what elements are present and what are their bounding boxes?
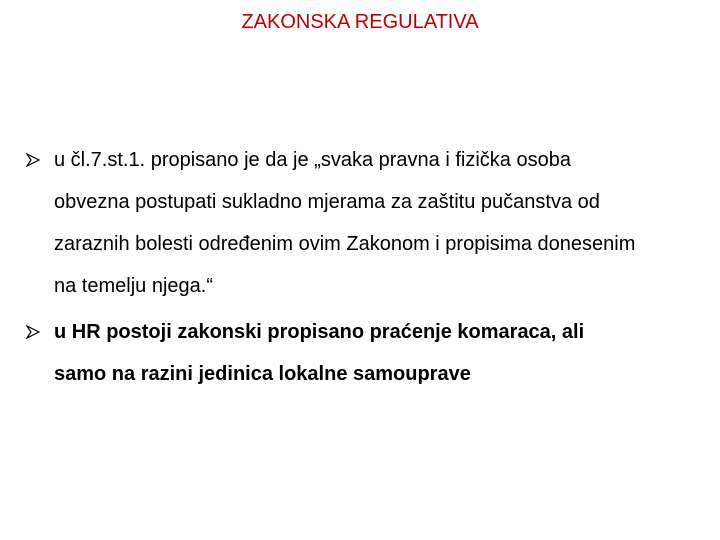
bullet-item bbox=[26, 139, 706, 307]
arrow-bullet-icon bbox=[26, 311, 54, 353]
bullet-text bbox=[54, 311, 706, 395]
bullet-line: zaraznih bolesti određenim ovim Zakonom i propisima donesenim bbox=[54, 233, 636, 255]
bullet-text bbox=[54, 139, 706, 307]
arrow-bullet-icon bbox=[26, 139, 54, 181]
bullet-line: na temelju njega.“ bbox=[54, 275, 213, 297]
bullet-item bbox=[26, 311, 706, 395]
bullet-line: u čl.7.st.1. propisano je da je „svaka pravna i fizička osoba bbox=[54, 149, 571, 171]
slide-title: ZAKONSKA REGULATIVA bbox=[241, 11, 479, 33]
bullet-line: u HR postoji zakonski propisano praćenje komaraca, ali bbox=[54, 321, 585, 343]
bullet-line: obvezna postupati sukladno mjerama za zaštitu pučanstva od bbox=[54, 191, 600, 213]
bullet-line: samo na razini jedinica lokalne samouprave bbox=[54, 363, 471, 385]
